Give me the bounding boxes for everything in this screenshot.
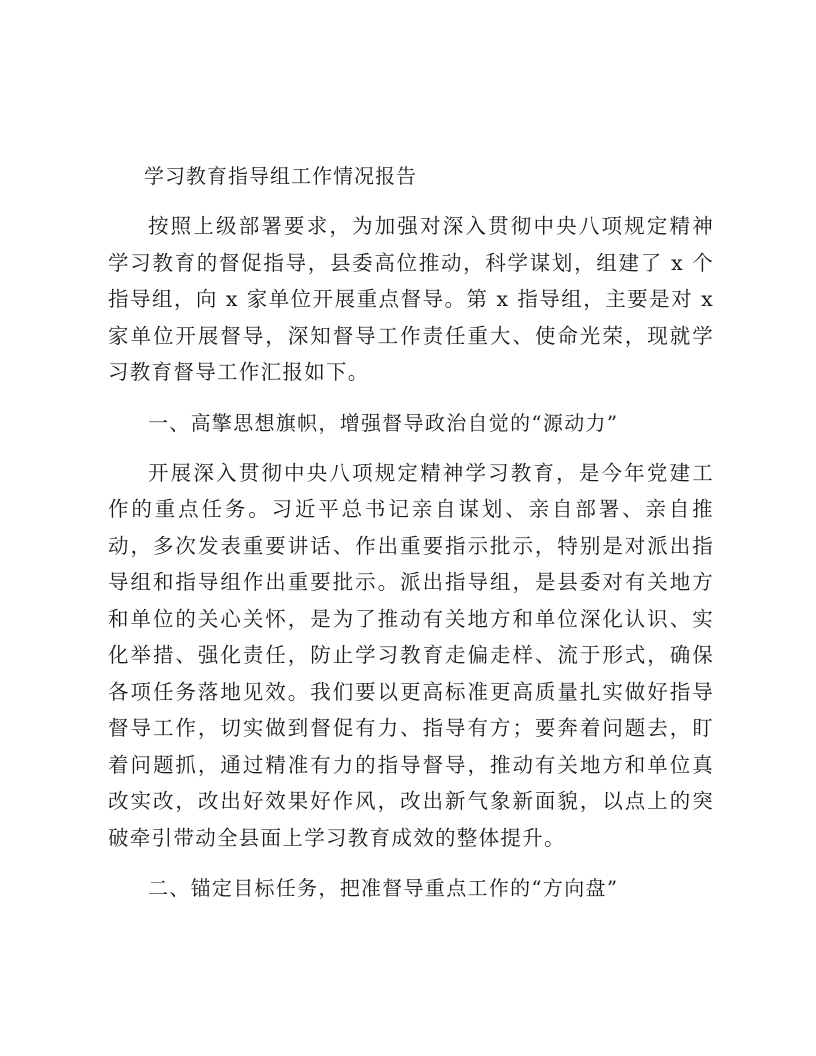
section-1-paragraph: 开展深入贯彻中央八项规定精神学习教育，是今年党建工作的重点任务。习近平总书记亲自谋划、亲自部署、亲自推动，多次发表重要讲话、作出重要指示批示，特别是对派出指导组和指导组作出重要批示。派出指导组，是县委对有关地方和单位的关心关怀，是为了推动有关地方和单位深化认识、实化举措、强化责任，防止学习教育走偏走样、流于形式，确保各项任务落地见效。我们要以更高标准更高质量扎实做好指导督导工作，切实做到督促有力、指导有方；要奔着问题去，盯着问题抓，通过精准有力的指导督导，推动有关地方和单位真改实改，改出好效果好作风，改出新气象新面貌，以点上的突破牵引带动全县面上学习教育成效的整体提升。 (108, 460, 714, 850)
section-1-heading: 一、高擎思想旗帜，增强督导政治自觉的“源动力” (148, 410, 619, 435)
document-title: 学习教育指导组工作情况报告 (144, 164, 417, 188)
section-2-heading: 二、锚定目标任务，把准督导重点工作的“方向盘” (148, 876, 619, 900)
document-body (108, 158, 714, 920)
intro-paragraph: 按照上级部署要求，为加强对深入贯彻中央八项规定精神学习教育的督促指导，县委高位推动，科学谋划，组建了 x 个指导组，向 x 家单位开展重点督导。第 x 指导组，主要是对 x 家单位开展督导，深知督导工作责任重大、使命光荣，现就学习教育督导工作汇报如下。 (108, 214, 714, 384)
